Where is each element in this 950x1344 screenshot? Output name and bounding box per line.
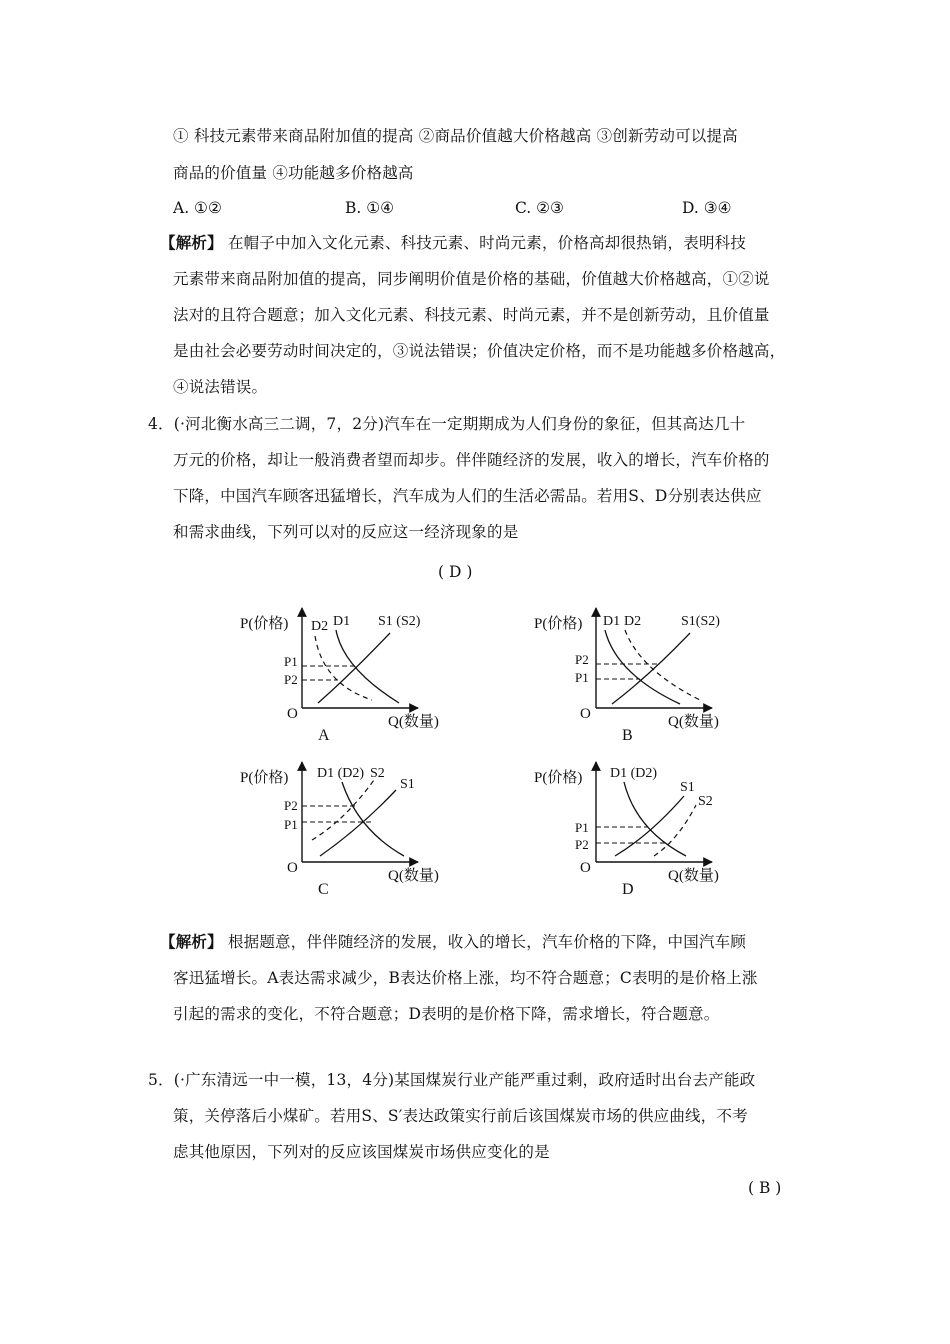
q3-option-a: A. ①② <box>173 199 222 217</box>
chart-b-curve-d1: D1 <box>603 614 621 629</box>
chart-d-curve-s1: S1 <box>680 780 695 795</box>
chart-b-d2-line <box>625 630 700 700</box>
chart-a-price-p1: P1 <box>284 654 298 669</box>
chart-d-origin: O <box>580 860 591 876</box>
chart-a-curve-s: S1 (S2) <box>378 614 421 629</box>
q3-option-d: D. ③④ <box>682 199 732 217</box>
chart-c-d-line <box>342 782 404 856</box>
chart-b-price-p1: P1 <box>575 670 589 685</box>
chart-c-price-p1: P1 <box>284 817 298 832</box>
chart-d-s2-line <box>654 805 696 856</box>
chart-d-label: D <box>622 881 634 898</box>
q3-statements-line2: 商品的价值量 ④功能越多价格越高 <box>173 164 414 182</box>
q4-analysis-line1: 【解析】 根据题意，伴伴随经济的发展，收入的增长，汽车价格的下降，中国汽车顾 <box>160 932 747 951</box>
chart-d-curve-d: D1 (D2) <box>610 766 658 781</box>
chart-b <box>534 608 720 744</box>
chart-a-curve-d2: D2 <box>311 619 329 634</box>
chart-a-curve-d1: D1 <box>333 614 351 629</box>
chart-d-price-p2: P2 <box>575 837 589 852</box>
q4-analysis-label: 【解析】 <box>160 932 223 951</box>
q3-option-c: C. ②③ <box>515 199 564 217</box>
q3-analysis-line2: 元素带来商品附加值的提高，同步阐明价值是价格的基础，价值越大价格越高，①②说 <box>173 270 770 288</box>
q5-stem-line3: 虑其他原因，下列对的反应该国煤炭市场供应变化的是 <box>173 1143 550 1161</box>
chart-a-s-line <box>318 633 390 703</box>
chart-d-x-label: Q(数量) <box>668 868 719 884</box>
q3-analysis-line3: 法对的且符合题意；加入文化元素、科技元素、时尚元素，并不是创新劳动，且价值量 <box>173 306 770 324</box>
chart-c-s2-line <box>312 780 374 840</box>
chart-c-price-p2: P2 <box>284 798 298 813</box>
q4-stem-line4: 和需求曲线，下列可以对的反应这一经济现象的是 <box>173 523 519 541</box>
chart-b-y-label: P(价格) <box>534 616 583 632</box>
chart-d-s1-line <box>615 796 684 856</box>
q4-analysis-line2: 客迅猛增长。A表达需求减少，B表达价格上涨，均不符合题意；C表明的是价格上涨 <box>173 969 758 987</box>
chart-b-curve-d2: D2 <box>624 614 642 629</box>
q3-option-b: B. ①④ <box>345 199 395 217</box>
chart-d-y-label: P(价格) <box>534 770 583 786</box>
chart-c-curve-s2: S2 <box>370 766 385 781</box>
q4-stem-line1: 4．(·河北衡水高三二调，7，2分)汽车在一定期期成为人们身份的象征，但其高达几十 <box>148 415 746 433</box>
chart-c-s1-line <box>320 790 396 856</box>
chart-d-d-line <box>624 782 686 856</box>
chart-a-label: A <box>318 727 330 744</box>
chart-a-origin: O <box>287 706 298 722</box>
chart-b-curve-s: S1(S2) <box>681 614 720 629</box>
chart-d-curve-s2: S2 <box>698 794 713 809</box>
chart-a-d2-line <box>315 636 372 700</box>
q4-stem-line2: 万元的价格，却让一般消费者望而却步。伴伴随经济的发展，收入的增长，汽车价格的 <box>173 451 770 469</box>
chart-a-price-p2: P2 <box>284 672 298 687</box>
chart-c-y-label: P(价格) <box>240 770 289 786</box>
q5-answer: ( B ) <box>748 1179 782 1197</box>
q3-analysis-line4: 是由社会必要劳动时间决定的，③说法错误；价值决定价格，而不是功能越多价格越高， <box>173 342 786 360</box>
q4-charts <box>0 600 950 910</box>
chart-b-x-label: Q(数量) <box>668 714 719 730</box>
chart-a-y-label: P(价格) <box>240 616 289 632</box>
chart-c-label: C <box>318 881 329 898</box>
chart-c-x-label: Q(数量) <box>388 868 439 884</box>
chart-a <box>240 608 439 744</box>
q3-analysis-line1: 【解析】 在帽子中加入文化元素、科技元素、时尚元素，价格高却很热销，表明科技 <box>160 233 747 252</box>
q3-analysis-label: 【解析】 <box>160 233 223 252</box>
q3-statements-line1: ① 科技元素带来商品附加值的提高 ②商品价值越大价格越高 ③创新劳动可以提高 <box>173 127 738 145</box>
chart-b-label: B <box>622 727 633 744</box>
chart-b-d1-line <box>605 630 680 704</box>
q4-answer: ( D ) <box>438 563 473 581</box>
q5-stem-line2: 策，关停落后小煤矿。若用S、S′表达政策实行前后该国煤炭市场的供应曲线，不考 <box>173 1107 748 1125</box>
chart-b-price-p2: P2 <box>575 652 589 667</box>
q5-stem-line1: 5．(·广东清远一中一模，13，4分)某国煤炭行业产能严重过剩，政府适时出台去产能政 <box>148 1071 756 1089</box>
chart-c-curve-s1: S1 <box>400 777 415 792</box>
q4-analysis-line3: 引起的需求的变化，不符合题意；D表明的是价格下降，需求增长，符合题意。 <box>173 1005 720 1023</box>
chart-c-origin: O <box>287 860 298 876</box>
chart-d <box>534 762 719 898</box>
q4-stem-line3: 下降，中国汽车顾客迅猛增长，汽车成为人们的生活必需品。若用S、D分别表达供应 <box>173 487 762 505</box>
chart-d-price-p1: P1 <box>575 820 589 835</box>
chart-a-x-label: Q(数量) <box>388 714 439 730</box>
chart-c-curve-d: D1 (D2) <box>317 766 365 781</box>
q3-analysis-line5: ④说法错误。 <box>173 378 268 396</box>
chart-b-origin: O <box>580 706 591 722</box>
chart-b-s-line <box>612 633 690 704</box>
chart-c <box>240 762 439 898</box>
